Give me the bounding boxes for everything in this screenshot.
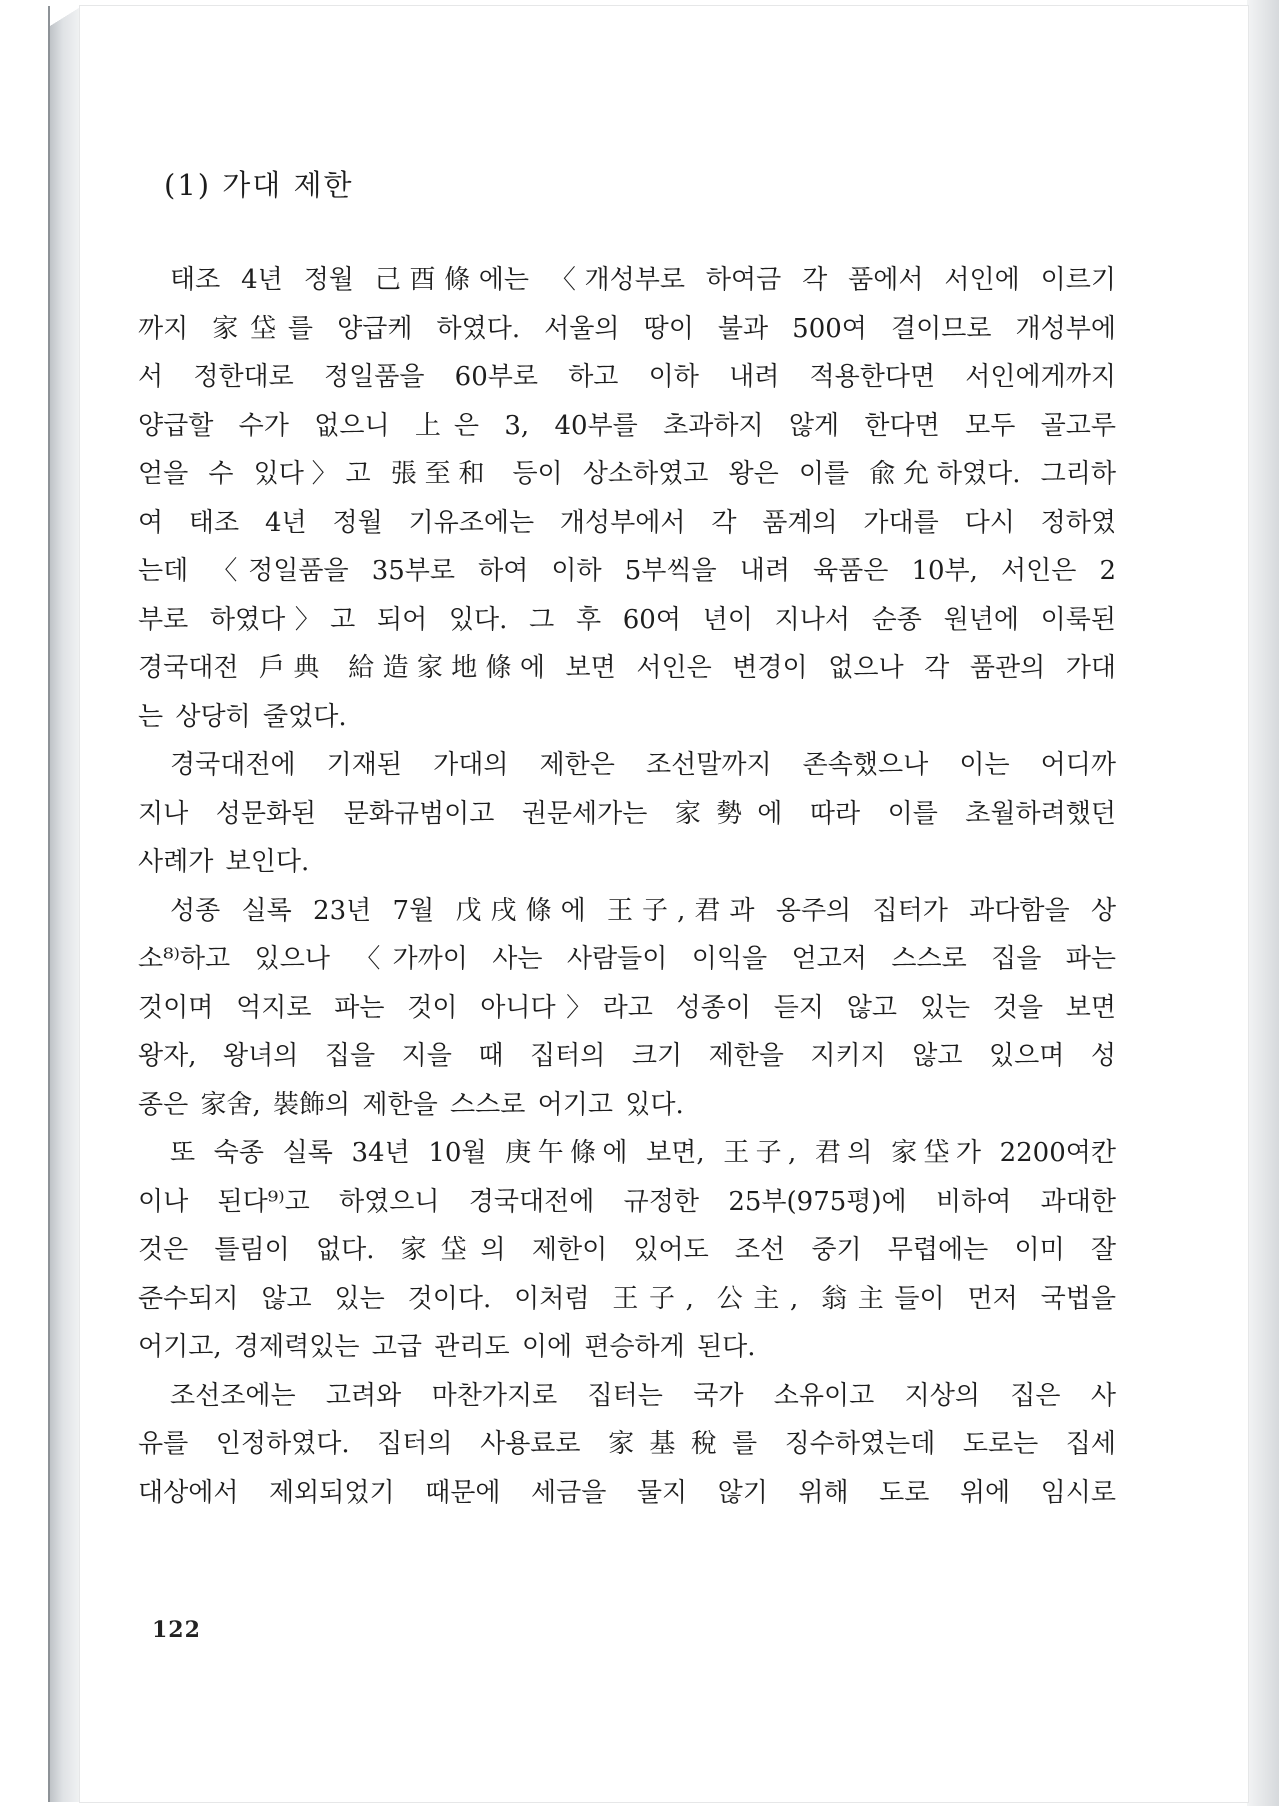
text-line: 는데 〈정일품을 35부로 하여 이하 5부씩을 내려 육품은 10부, 서인은 2 [138, 556, 1116, 586]
text-line: 성종 실록 23년 7월 戊戌條에 王子,君과 옹주의 집터가 과다함을 상 [170, 895, 1116, 926]
text-line: 유를 인정하였다. 집터의 사용료로 家基稅를 징수하였는데 도로는 집세 [138, 1429, 1116, 1459]
text-line: 준수되지 않고 있는 것이다. 이처럼 王子, 公主, 翁主들이 먼저 국법을 [138, 1283, 1116, 1314]
text-line: 조선조에는 고려와 마찬가지로 집터는 국가 소유이고 지상의 집은 사 [170, 1380, 1116, 1411]
text-line: 지나 성문화된 문화규범이고 권문세가는 家勢에 따라 이를 초월하려했던 [138, 798, 1116, 829]
text-line: 부로 하였다〉고 되어 있다. 그 후 60여 년이 지나서 순종 원년에 이룩된 [138, 604, 1116, 635]
text-line: 경국대전에 기재된 가대의 제한은 조선말까지 존속했으나 이는 어디까 [170, 750, 1116, 780]
paragraph [138, 256, 1116, 741]
body-text [138, 256, 1116, 1517]
paragraph [138, 1129, 1116, 1372]
text-line: 또 숙종 실록 34년 10월 庚午條에 보면, 王子, 君의 家垈가 2200여칸 [170, 1138, 1116, 1168]
text-line: 소⁸⁾하고 있으나 〈가까이 사는 사람들이 이익을 얻고저 스스로 집을 파는 [138, 944, 1116, 974]
text-line: 얻을 수 있다〉고 張至和 등이 상소하였고 왕은 이를 兪允하였다. 그리하 [138, 459, 1116, 489]
text-line: 것이며 억지로 파는 것이 아니다〉라고 성종이 듣지 않고 있는 것을 보면 [138, 992, 1116, 1023]
text-line: 것은 틀림이 없다. 家垈의 제한이 있어도 조선 중기 무렵에는 이미 잘 [138, 1235, 1116, 1265]
paragraph [138, 887, 1116, 1130]
text-line: 대상에서 제외되었기 때문에 세금을 물지 않기 위해 도로 위에 임시로 [138, 1477, 1116, 1508]
paragraph [138, 1372, 1116, 1518]
text-line: 까지 家垈를 양급케 하였다. 서울의 땅이 불과 500여 결이므로 개성부에 [138, 313, 1116, 344]
text-line: 이나 된다⁹⁾고 하였으니 경국대전에 규정한 25부(975평)에 비하여 과대한 [138, 1186, 1116, 1217]
text-line: 서 정한대로 정일품을 60부로 하고 이하 내려 적용한다면 서인에게까지 [138, 362, 1116, 392]
text-line: 경국대전 戶典 給造家地條에 보면 서인은 변경이 없으나 각 품관의 가대 [138, 653, 1116, 683]
page-number: 122 [152, 1617, 201, 1643]
text-line: 어기고, 경제력있는 고급 관리도 이에 편승하게 된다. [138, 1332, 756, 1362]
text-line: 종은 家舍, 裝飾의 제한을 스스로 어기고 있다. [138, 1089, 684, 1120]
paragraph [138, 741, 1116, 887]
section-heading: (1) 가대 제한 [164, 168, 354, 202]
text-line: 사례가 보인다. [138, 847, 310, 877]
book-right-edge [1247, 0, 1279, 1806]
text-line: 양급할 수가 없으니 上은 3, 40부를 초과하지 않게 한다면 모두 골고루 [138, 410, 1116, 441]
text-line: 태조 4년 정월 己酉條에는 〈개성부로 하여금 각 품에서 서인에 이르기 [170, 265, 1116, 295]
book-left-edge [48, 6, 82, 1802]
text-line: 왕자, 왕녀의 집을 지을 때 집터의 크기 제한을 지키지 않고 있으며 성 [138, 1041, 1116, 1071]
text-line: 는 상당히 줄었다. [138, 701, 347, 732]
text-line: 여 태조 4년 정월 기유조에는 개성부에서 각 품계의 가대를 다시 정하였 [138, 507, 1116, 538]
